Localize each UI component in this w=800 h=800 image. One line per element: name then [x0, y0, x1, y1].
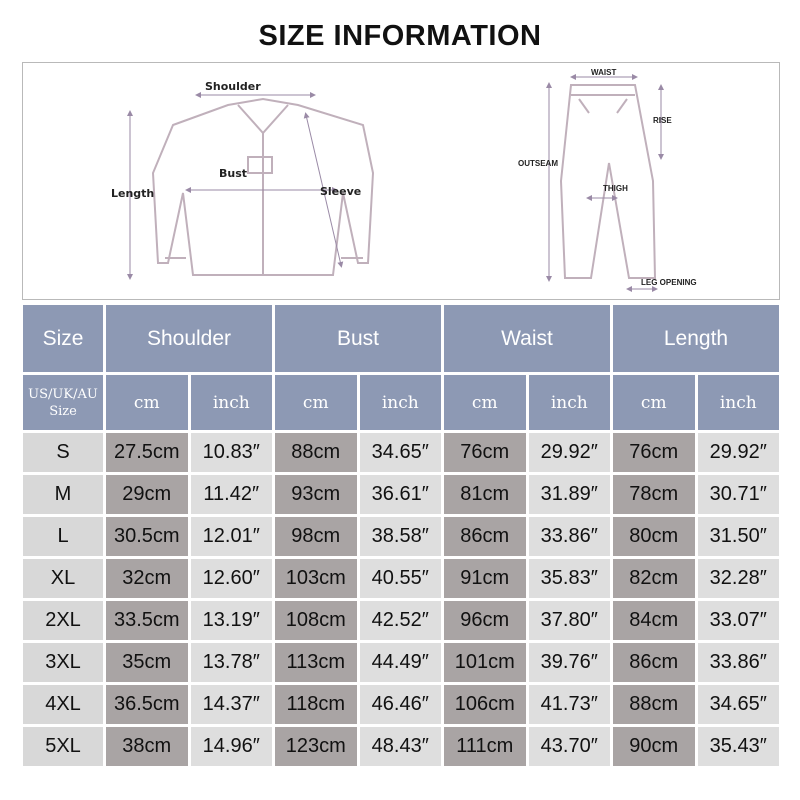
inch-value-cell: 32.28″ [698, 559, 780, 598]
table-row [23, 727, 779, 766]
size-cell: L [23, 517, 103, 556]
waist-inch-header: inch [529, 375, 611, 430]
cm-value-cell: 80cm [613, 517, 695, 556]
inch-value-cell: 29.92″ [698, 433, 780, 472]
waist-column-header: Waist [444, 305, 610, 372]
cm-value-cell: 113cm [275, 643, 357, 682]
inch-value-cell: 31.89″ [529, 475, 611, 514]
rise-label: RISE [653, 116, 672, 125]
cm-value-cell: 88cm [613, 685, 695, 724]
thigh-label: THIGH [603, 184, 628, 193]
inch-value-cell: 29.92″ [529, 433, 611, 472]
inch-value-cell: 31.50″ [698, 517, 780, 556]
cm-value-cell: 27.5cm [106, 433, 188, 472]
inch-value-cell: 43.70″ [529, 727, 611, 766]
garment-illustration [23, 63, 781, 301]
outseam-label: OUTSEAM [518, 159, 558, 168]
inch-value-cell: 36.61″ [360, 475, 442, 514]
cm-value-cell: 30.5cm [106, 517, 188, 556]
cm-value-cell: 38cm [106, 727, 188, 766]
size-cell: S [23, 433, 103, 472]
length-cm-header: cm [613, 375, 695, 430]
inch-value-cell: 14.96″ [191, 727, 273, 766]
inch-value-cell: 13.19″ [191, 601, 273, 640]
bust-label: Bust [219, 167, 248, 180]
cm-value-cell: 84cm [613, 601, 695, 640]
table-row [23, 559, 779, 598]
inch-value-cell: 10.83″ [191, 433, 273, 472]
cm-value-cell: 35cm [106, 643, 188, 682]
cm-value-cell: 103cm [275, 559, 357, 598]
leg-opening-label: LEG OPENING [641, 278, 697, 287]
inch-value-cell: 12.01″ [191, 517, 273, 556]
size-cell: 5XL [23, 727, 103, 766]
inch-value-cell: 11.42″ [191, 475, 273, 514]
pants-outline-icon [561, 85, 655, 278]
cm-value-cell: 29cm [106, 475, 188, 514]
cm-value-cell: 78cm [613, 475, 695, 514]
inch-value-cell: 39.76″ [529, 643, 611, 682]
bust-cm-header: cm [275, 375, 357, 430]
cm-value-cell: 111cm [444, 727, 526, 766]
shoulder-cm-header: cm [106, 375, 188, 430]
inch-value-cell: 44.49″ [360, 643, 442, 682]
cm-value-cell: 86cm [613, 643, 695, 682]
size-column-header: Size [23, 305, 103, 372]
size-chart-table [20, 302, 782, 769]
inch-value-cell: 35.43″ [698, 727, 780, 766]
cm-value-cell: 76cm [613, 433, 695, 472]
inch-value-cell: 13.78″ [191, 643, 273, 682]
length-column-header: Length [613, 305, 779, 372]
inch-value-cell: 37.80″ [529, 601, 611, 640]
cm-value-cell: 88cm [275, 433, 357, 472]
waist-label: WAIST [591, 68, 617, 77]
page-title: SIZE INFORMATION [258, 20, 542, 52]
size-region-header [23, 375, 103, 430]
cm-value-cell: 36.5cm [106, 685, 188, 724]
cm-value-cell: 86cm [444, 517, 526, 556]
shoulder-column-header: Shoulder [106, 305, 272, 372]
table-subheader-row [23, 375, 779, 430]
length-inch-header: inch [698, 375, 780, 430]
bust-column-header: Bust [275, 305, 441, 372]
cm-value-cell: 93cm [275, 475, 357, 514]
inch-value-cell: 38.58″ [360, 517, 442, 556]
table-row [23, 433, 779, 472]
inch-value-cell: 33.07″ [698, 601, 780, 640]
cm-value-cell: 108cm [275, 601, 357, 640]
cm-value-cell: 82cm [613, 559, 695, 598]
waist-cm-header: cm [444, 375, 526, 430]
cm-value-cell: 91cm [444, 559, 526, 598]
cm-value-cell: 96cm [444, 601, 526, 640]
inch-value-cell: 12.60″ [191, 559, 273, 598]
inch-value-cell: 41.73″ [529, 685, 611, 724]
cm-value-cell: 81cm [444, 475, 526, 514]
cm-value-cell: 106cm [444, 685, 526, 724]
cm-value-cell: 76cm [444, 433, 526, 472]
table-row [23, 685, 779, 724]
inch-value-cell: 35.83″ [529, 559, 611, 598]
inch-value-cell: 46.46″ [360, 685, 442, 724]
inch-value-cell: 33.86″ [698, 643, 780, 682]
cm-value-cell: 98cm [275, 517, 357, 556]
table-row [23, 517, 779, 556]
size-cell: 2XL [23, 601, 103, 640]
bust-inch-header: inch [360, 375, 442, 430]
cm-value-cell: 101cm [444, 643, 526, 682]
inch-value-cell: 48.43″ [360, 727, 442, 766]
size-region-label: US/UK/AU [28, 386, 98, 402]
size-cell: XL [23, 559, 103, 598]
size-cell: 3XL [23, 643, 103, 682]
table-row [23, 601, 779, 640]
inch-value-cell: 30.71″ [698, 475, 780, 514]
cm-value-cell: 123cm [275, 727, 357, 766]
inch-value-cell: 34.65″ [360, 433, 442, 472]
cm-value-cell: 118cm [275, 685, 357, 724]
table-row [23, 643, 779, 682]
sleeve-label: Sleeve [320, 185, 362, 198]
table-row [23, 475, 779, 514]
size-cell: M [23, 475, 103, 514]
size-sub-label: Size [49, 403, 77, 419]
inch-value-cell: 14.37″ [191, 685, 273, 724]
table-header-row [23, 305, 779, 372]
inch-value-cell: 34.65″ [698, 685, 780, 724]
cm-value-cell: 90cm [613, 727, 695, 766]
cm-value-cell: 32cm [106, 559, 188, 598]
inch-value-cell: 42.52″ [360, 601, 442, 640]
cm-value-cell: 33.5cm [106, 601, 188, 640]
shoulder-inch-header: inch [191, 375, 273, 430]
measurement-diagram [22, 62, 780, 300]
inch-value-cell: 40.55″ [360, 559, 442, 598]
length-label: Length [111, 187, 155, 200]
shoulder-label: Shoulder [205, 80, 261, 93]
inch-value-cell: 33.86″ [529, 517, 611, 556]
size-cell: 4XL [23, 685, 103, 724]
